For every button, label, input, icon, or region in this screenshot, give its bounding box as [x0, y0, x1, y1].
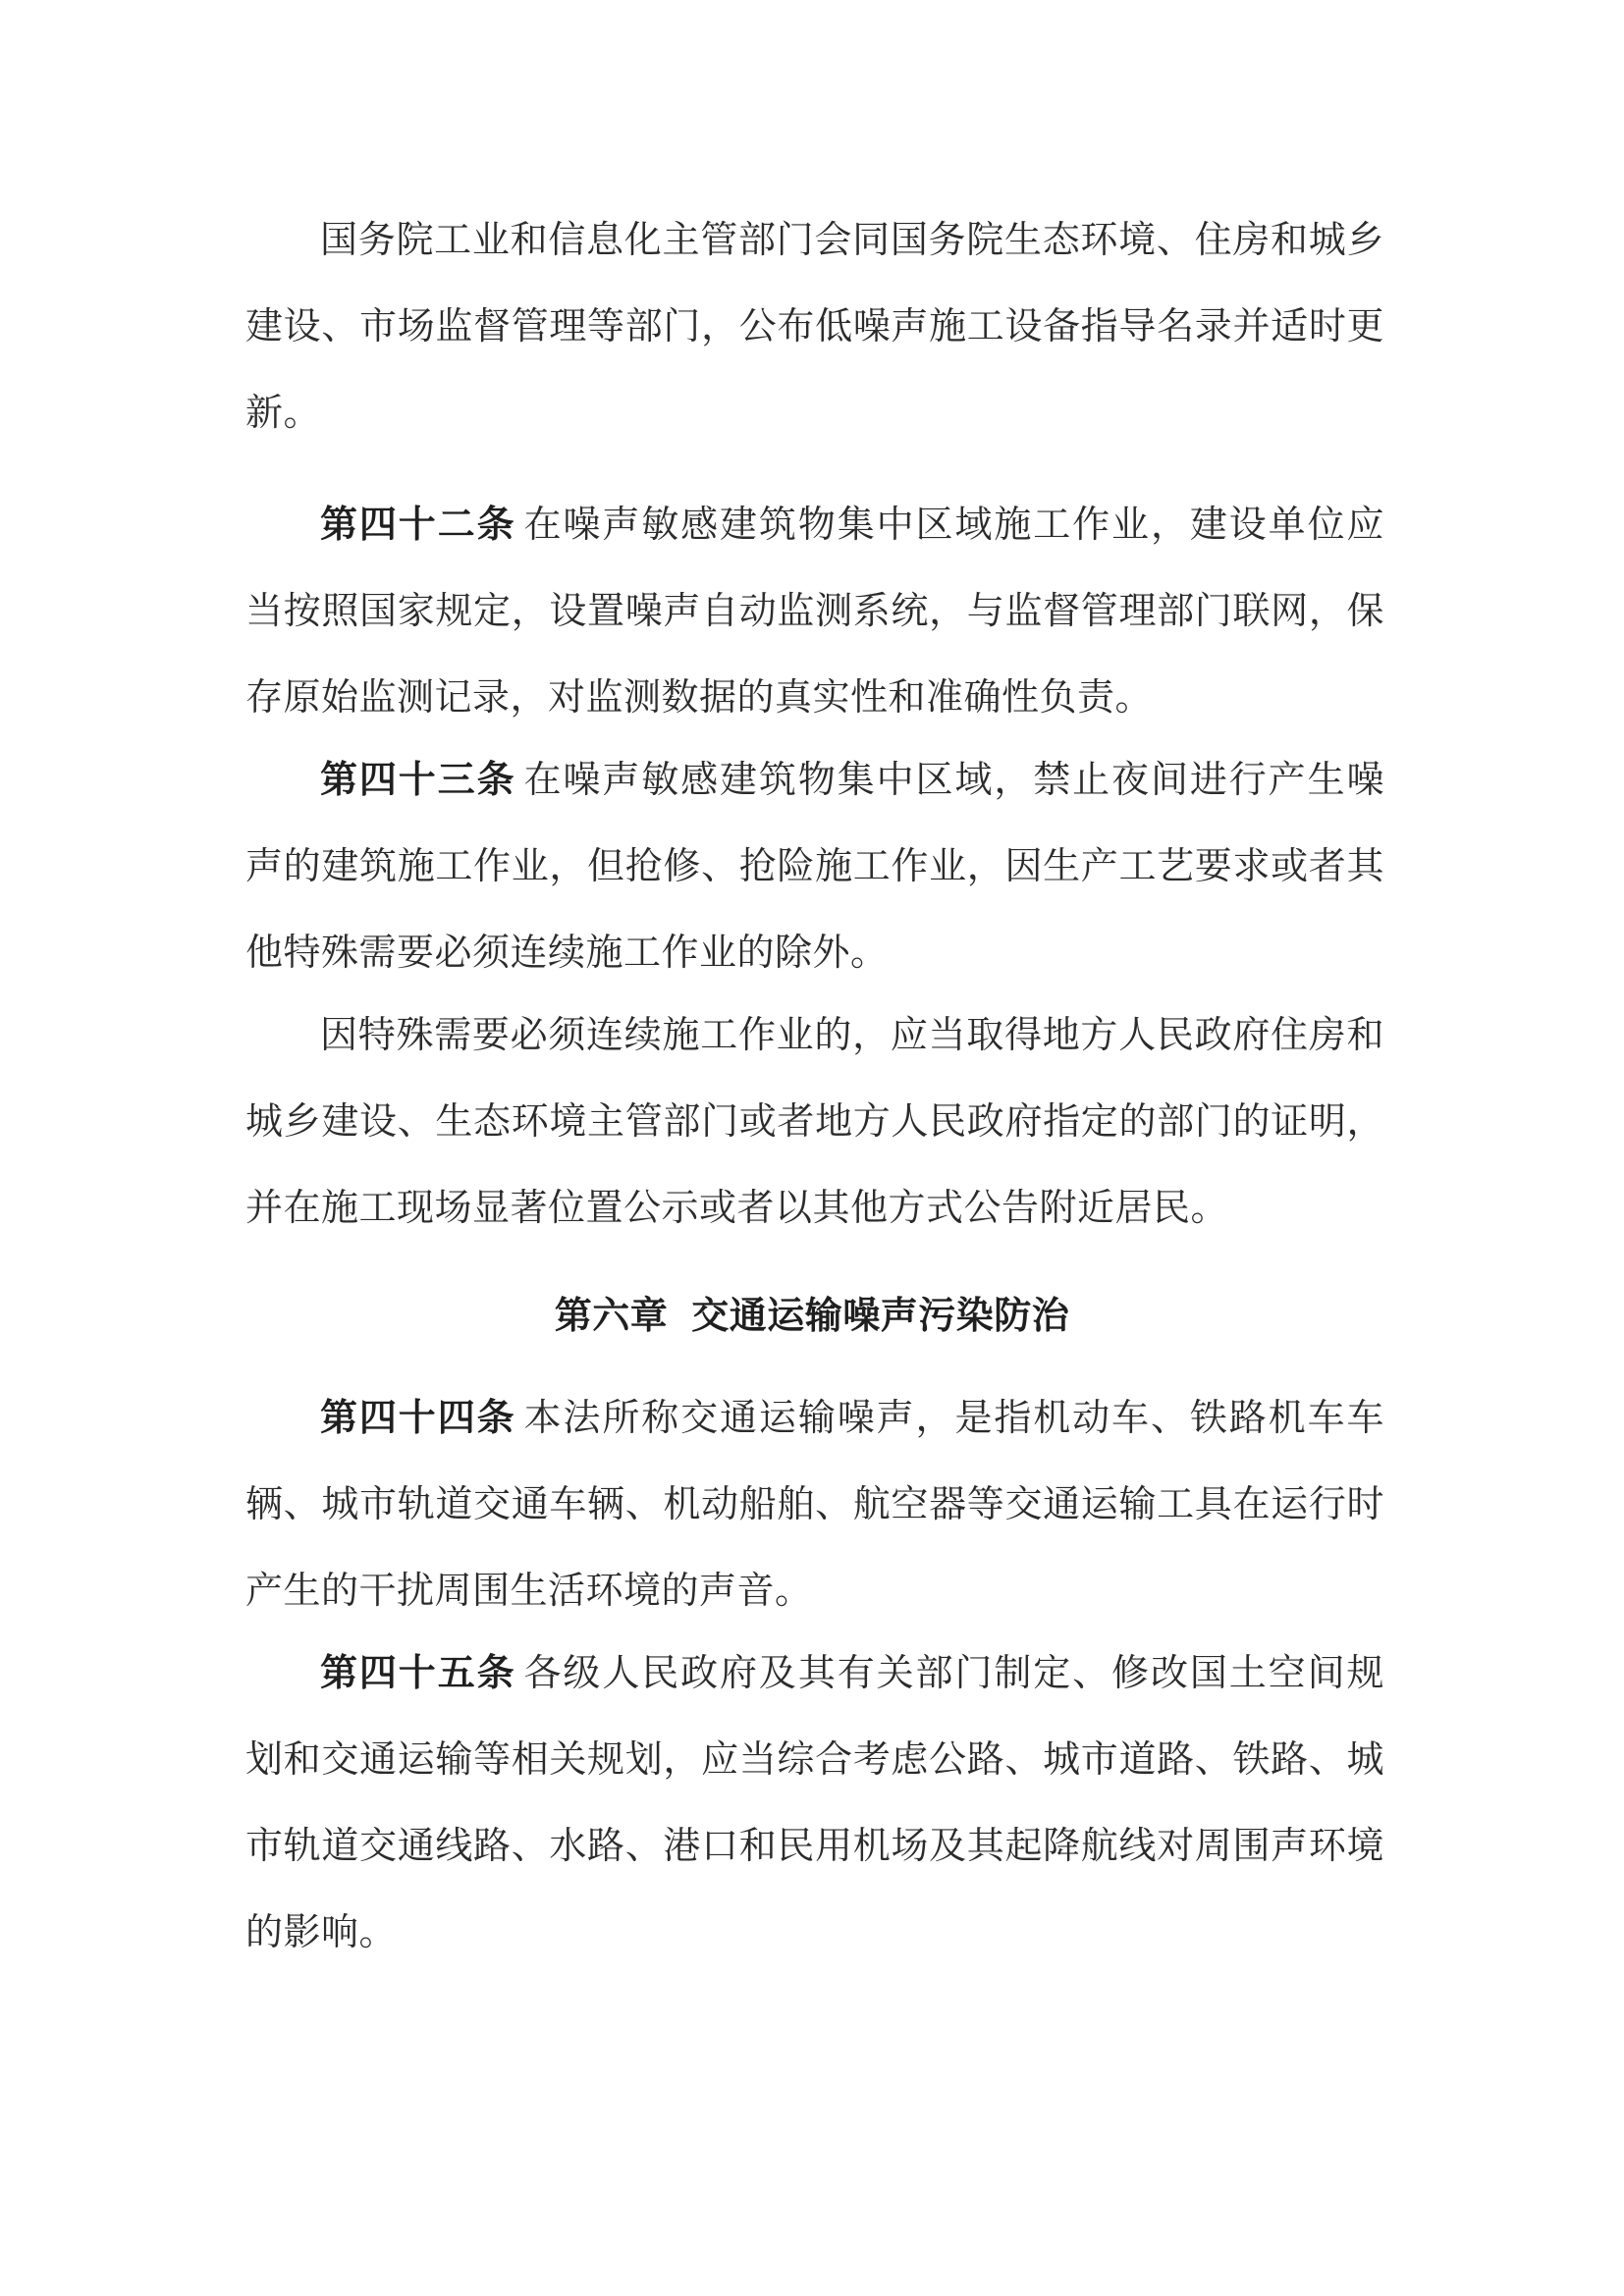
paragraph-equipment-directory: [245, 196, 1384, 455]
article-44: [245, 1374, 1384, 1633]
article-number: 第四十二条: [320, 503, 516, 546]
article-text: 各级人民政府及其有关部门制定、修改国土空间规划和交通运输等相关规划，应当综合考虑公路、城市道路、铁路、城市轨道交通线路、水路、港口和民用机场及其起降航线对周围声环境的影响。: [245, 1651, 1384, 1953]
chapter-number: 第六章: [554, 1294, 669, 1337]
article-43: [245, 736, 1384, 995]
paragraph-continuous-work: [245, 991, 1384, 1251]
article-text: 本法所称交通运输噪声，是指机动车、铁路机车车辆、城市轨道交通车辆、机动船舶、航空器等交通运输工具在运行时产生的干扰周围生活环境的声音。: [245, 1396, 1384, 1612]
article-number: 第四十三条: [320, 758, 516, 801]
article-number: 第四十五条: [320, 1651, 516, 1694]
article-text: 在噪声敏感建筑物集中区域施工作业，建设单位应当按照国家规定，设置噪声自动监测系统，与监督管理部门联网，保存原始监测记录，对监测数据的真实性和准确性负责。: [245, 503, 1384, 719]
article-text: 在噪声敏感建筑物集中区域，禁止夜间进行产生噪声的建筑施工作业，但抢修、抢险施工作业，因生产工艺要求或者其他特殊需要必须连续施工作业的除外。: [245, 758, 1384, 974]
paragraph-text: 国务院工业和信息化主管部门会同国务院生态环境、住房和城乡建设、市场监督管理等部门，公布低噪声施工设备指导名录并适时更新。: [245, 218, 1384, 434]
article-45: [245, 1629, 1384, 1975]
article-42: [245, 481, 1384, 740]
article-number: 第四十四条: [320, 1396, 516, 1439]
paragraph-text: 因特殊需要必须连续施工作业的，应当取得地方人民政府住房和城乡建设、生态环境主管部门或者地方人民政府指定的部门的证明，并在施工现场显著位置公示或者以其他方式公告附近居民。: [245, 1013, 1384, 1229]
chapter-heading: [0, 1286, 1624, 1345]
chapter-title: 交通运输噪声污染防治: [691, 1294, 1070, 1337]
